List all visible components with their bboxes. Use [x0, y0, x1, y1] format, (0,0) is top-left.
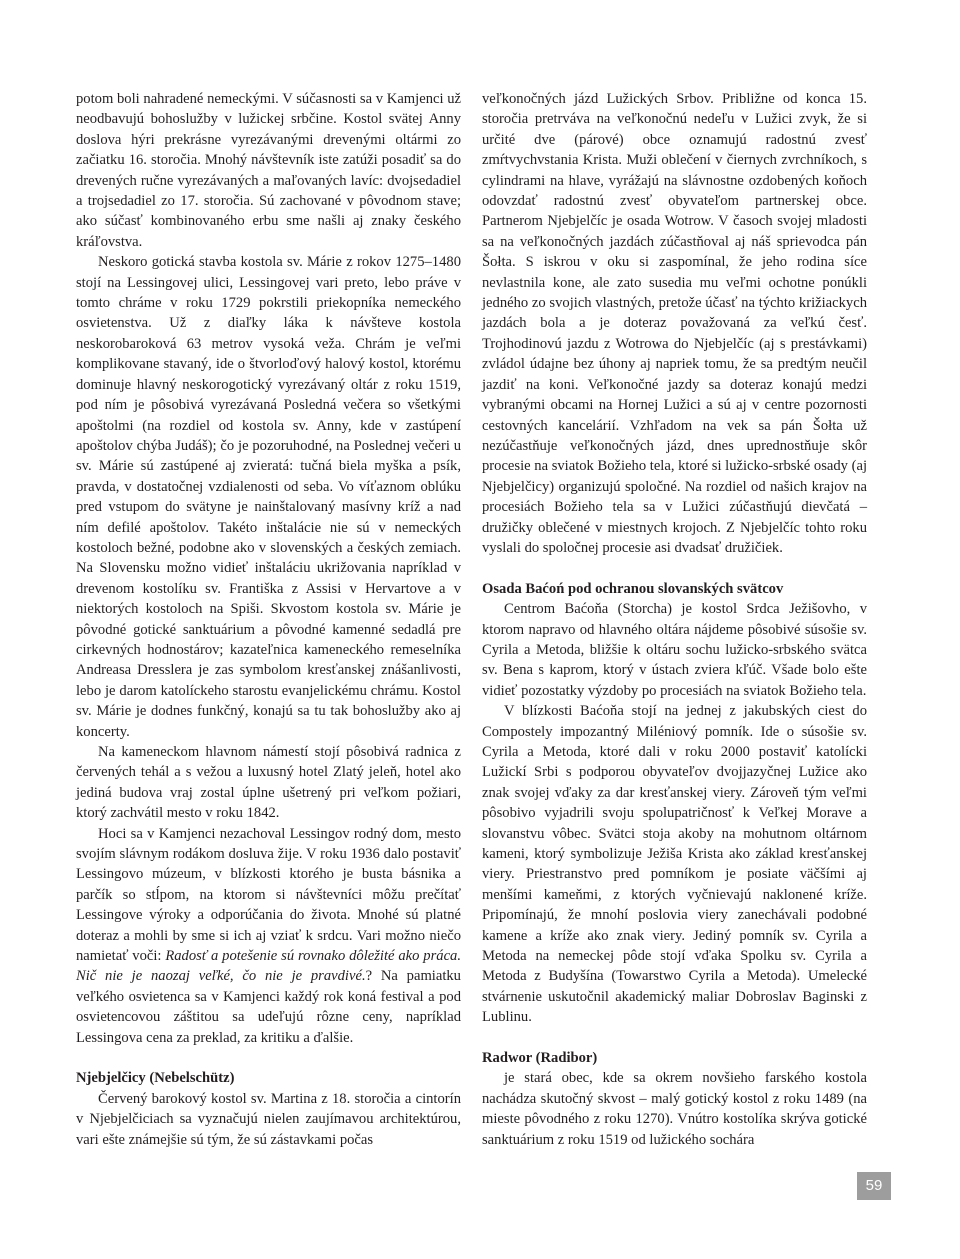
paragraph: Centrom Baćoňa (Storcha) je kostol Srdca Ježišovho, v ktorom napravo od hlavného oltára nájdeme pôsobivé súsošie sv. Cyrila a Metoda, bližšie k oltáru sochu lužicko-srbského svätca sv. Bena s kaprom, ktorý v ústach zviera kľúč. Všade bolo ešte vidieť pozostatky výzdoby po procesiách na sviatok Božieho tela.	[482, 601, 867, 699]
paragraph-with-quote	[76, 824, 461, 1048]
paragraph: je stará obec, kde sa okrem novšieho farského kostola nachádza skutočný skvost – malý gotický kostol z roku 1489 (na mieste pôvodného z roku 1270). Vnútro kostolíka skrýva gotické sanktuárium z roku 1519 od lužického sochára	[482, 1070, 867, 1148]
paragraph: Na kameneckom hlavnom námestí stojí pôsobivá radnica z červených tehál a s vežou a luxusný hotel Zlatý jeleň, hotel ako jediná budova vraj zostal úplne ušetrený pri veľkom požiari, ktorý zachvátil mesto v roku 1842.	[76, 744, 461, 822]
paragraph-text: ? Na pamiatku veľkého osvietenca sa v Kamjenci každý rok koná festival a pod osvietencovou záštitou sa udeľujú rôzne ceny, napríklad Lessingova cena za preklad, za kritiku a ďalšie.	[76, 968, 461, 1046]
right-column	[482, 89, 867, 1150]
paragraph-text: Hoci sa v Kamjenci nezachoval Lessingov rodný dom, mesto svojím slávnym rodákom dosluva žije. V roku 1936 dalo postaviť Lessingovo múzeum, v blízkosti ktorého je busta básnika a parčík so stĺpom, na ktorom si návštevníci môžu prečítať Lessingove výroky a odporúčania do života. Mnohé sú platné doteraz a mohli by sme si ich aj vziať k srdcu. Vari možno niečo namietať voči:	[76, 825, 461, 965]
paragraph: Neskoro gotická stavba kostola sv. Márie z rokov 1275–1480 stojí na Lessingovej ulici, Lessingovej vari preto, lebo práve v tomto chráme v roku 1729 pokrstili priekopníka nemeckého osvietenstva. Už z diaľky láka k návšteve kostola neskorobaroková 63 metrov vysoká veža. Chrám je veľmi komplikovane stavaný, ide o štvorloďový halový kostol, ktorému dominuje hlavný neskorogotický vyrezávaný oltár z roku 1519, pod ním je pôsobivá vyrezávaná Posledná večera so všetkými apoštolmi (na rozdiel od kostola sv. Anny, kde v zastúpení apoštolov chýba Judáš); čo je pozoruhodné, na Poslednej večeri u sv. Márie sú zastúpené aj zvieratá: tučná biela myška a psík, pravda, v dostatočnej vzdialenosti od seba. Vo víťaznom oblúku pred vstupom do svätyne je nainštalovaný masívny kríž a nad ním defilé apoštolov. Takéto inštalácie nie sú v nemeckých kostoloch bežné, podobne ako v slovenských a českých zemiach. Na Slovensku možno vidieť inštaláciu ukrižovania napríklad v drevenom kostolíku sv. Františka z Assisi v Hervartove a v niektorých kostoloch na Spiši. Skvostom kostola sv. Márie je pôvodné gotické sanktuárium a pôvodné kamenné sedadlá pre cirkevných hodnostárov; kazateľnica kameneckého remeselníka Andreasa Dresslera je zas symbolom kresťanskej znášanlivosti, lebo je darom katolíckeho starostu evanjelickému chrámu. Kostol sv. Márie je dodnes funkčný, konajú sa tu tak bohoslužby ako aj koncerty.	[76, 254, 461, 740]
paragraph: Červený barokový kostol sv. Martina z 18. storočia a cintorín v Njebjelčiciach sa vyznačujú nielen zaujímavou architektúrou, vari ešte známejšie sú tým, že sú zástavkami počas	[76, 1090, 461, 1148]
section-heading: Njebjelčicy (Nebelschütz)	[76, 1070, 235, 1087]
section-heading: Radwor (Radibor)	[482, 1050, 598, 1067]
section-heading: Osada Baćoń pod ochranou slovanských svätcov	[482, 580, 784, 597]
paragraph: veľkonočných jázd Lužických Srbov. Približne od konca 15. storočia pretrváva na veľkonočnú nedeľu v Lužici zvyk, že si určité dve (párové) obce oznamujú radostnú zvesť zmŕtvychvstania Krista. Muži oblečení v čiernych zvrchníkoch, s cylindrami na hlave, vyrážajú na slávnostne ozdobených koňoch odovzdať radostnú zvesť obyvateľom partnerskej obce. Partnerom Njebjelčíc je osada Wotrow. V časoch svojej mladosti sa na veľkonočných jazdách zúčastňoval aj náš sprievodca pán Šołta. S iskrou v oku si zaspomínal, že jeho rodina síce nevlastnila kone, ale zato susedia mu veľmi ochotne ponúkli jedného zo svojich vlastných, pretože účasť na týchto križiackych jazdách bola a je doteraz považovaná za veľkú česť. Trojhodinovú jazdu z Wotrowa do Njebjelčíc (aj s prestávkami) zvládol údajne bez úhony aj napriek tomu, že sa predtým neučil jazdiť na koni. Veľkonočné jazdy sa doteraz konajú medzi vybranými obcami na Hornej Lužici a sú aj v centre pozornosti cestovných kancelárií. Vzhľadom na vek sa pán Šołta už nezúčastňuje veľkonočných jázd, dnes uprednostňuje skôr procesie na sviatok Božieho tela, ktoré si lužicko-srbské osady (aj Njebjelčicy) organizujú spoločné. Na rozdiel od našich krajov na procesiách Božieho tela sa v Lužici zúčastňujú dievčatá – družičky oblečené v miestnych krojoch. Z Njebjelčíc tohto roku vyslali do spoločnej procesie asi dvadsať družičiek.	[482, 91, 867, 556]
lessing-quote: Radosť a potešenie sú rovnako dôležité ako práca. Nič nie je naozaj veľké, čo nie je pravdivé.	[76, 948, 462, 985]
left-column	[76, 89, 461, 1150]
paragraph: V blízkosti Baćoňa stojí na jednej z jakubských ciest do Compostely impozantný Miléniový pomník. Ide o súsošie sv. Cyrila a Metoda, ktoré dali v roku 2000 postaviť katolícki Lužickí Srbi s podporou obyvateľov dvojjazyčnej Lužice ako znak svojej vďaky za dar kresťanskej viery. Zároveň tým veľmi pôsobivo vyjadrili svoju spolupatričnosť k Veľkej Morave a slovanstvu vôbec. Svätci stoja akoby na mohutnom oltárnom kameni, ktorý symbolizuje Ježiša Krista ako základ kresťanskej viery. Priestranstvo pred pomníkom je posiate väčšími aj menšími kameňmi, z ktorých vyčnievajú naklonené kríže. Pripomínajú, že mnohí poslovia viery zanechávali podobné kamene a kríže ako znak viery. Jediný pomník sv. Cyrila a Metoda na nemeckej pôde stojí vďaka Spolku sv. Cyrila a Metoda z Budyšína (Towarstwo Cyrila a Metoda). Umelecké stvárnenie uskutočnil akademický maliar Dobroslav Baginski z Lublinu.	[482, 703, 867, 1026]
paragraph: potom boli nahradené nemeckými. V súčasnosti sa v Kamjenci už neodbavujú bohoslužby v lužickej srbčine. Kostol svätej Anny doslova hýri prekrásne vyrezávanými drevenými oltármi zo začiatku 16. storočia. Mnohý návštevník iste zatúži posadiť sa do drevených ručne vyrezávaných a maľovaných lavíc: dvojsedadiel a trojsedadiel zo 17. storočia. Sú zachované v pôvodnom stave; ako súčasť kombinovaného erbu sme našli aj znaky českého kráľovstva.	[76, 91, 461, 250]
page-number: 59	[857, 1172, 891, 1200]
